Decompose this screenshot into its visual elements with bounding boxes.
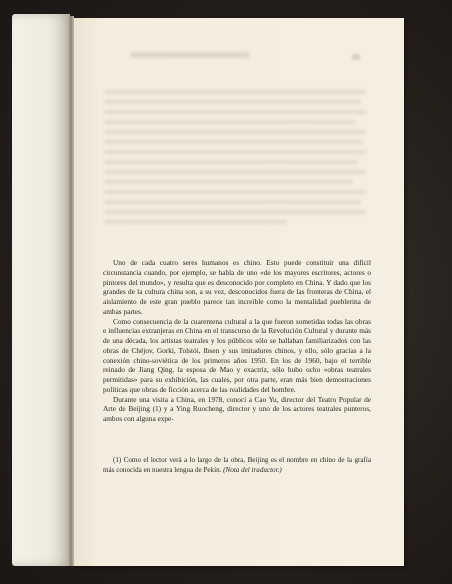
footnote-paragraph	[103, 456, 371, 475]
left-page-edge	[12, 14, 70, 566]
paragraph-2: Como consecuencia de la cuarentena cultural a la que fueron sometidas todas las obras e influencias extranjeras en China en el transcurso de la Revolución Cultural y durante más de una década, los artistas teatrales y los públicos sólo se hallaban familiarizados con las obras de Chéjov, Gorki, Tolstói, Ibsen y sus imitadores chinos, y ello, sólo gracias a la conexión chino-soviética de los primeros años 1950. En los de 1960, bajo el terrible reinado de Jiang Qing, la esposa de Mao y exactriz, sólo hubo ocho «obras teatrales permitidas» para su exhibición, las cuales, por otra parte, eran más bien demostraciones políticas que obras de ficción acerca de las realidades del hombre.	[103, 316, 371, 394]
footnote-text: (1) Como el lector verá a lo largo de la obra, Beijing es el nombre en chino de la grafía más conocida en nuestra lengua de Pekín.	[103, 456, 371, 474]
paragraph-1: Uno de cada cuatro seres humanos es chino. Esto puede constituir una difícil circunstancia cuando, por ejemplo, se habla de uno «de los mayores escritores, actores o pintores del mundo», y resulta que es desconocido por completo en China. Y dado que los grandes de la cultura china son, a su vez, desconocidos fuera de las fronteras de China, el aislamiento de este gran pueblo parece tan increíble como la mentalidad pueblerina de ambas partes.	[103, 258, 371, 316]
blurred-page-number	[352, 54, 360, 60]
paragraph-3: Durante una visita a China, en 1978, conocí a Cao Yu, director del Teatro Popular de Arte de Beijing (1) y a Ying Ruocheng, director y uno de los actores teatrales punteros, ambos con alguna expe-	[103, 394, 371, 423]
body-text	[103, 258, 371, 424]
blurred-text-region	[104, 90, 366, 240]
blurred-running-header	[130, 52, 250, 58]
footnote	[103, 456, 371, 475]
translator-note: (Nota del traductor.)	[223, 465, 282, 474]
